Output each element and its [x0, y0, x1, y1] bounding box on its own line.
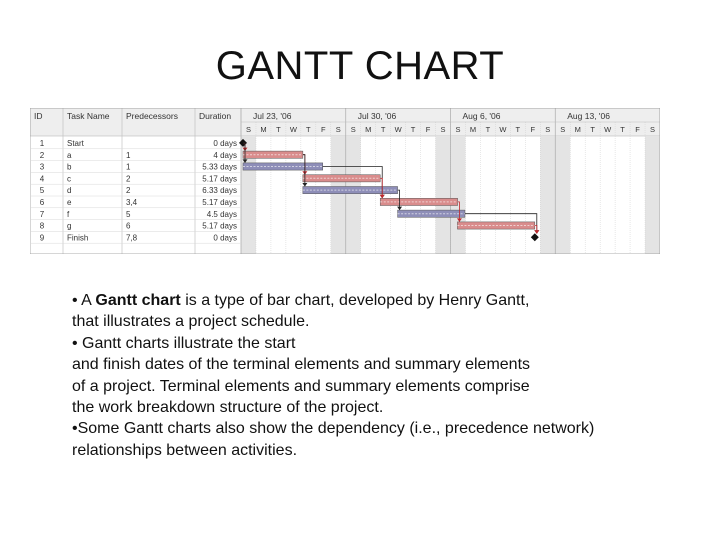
- weekend-shade: [346, 136, 361, 254]
- description-line: [72, 440, 692, 461]
- description-line: [72, 333, 692, 354]
- day-letter: W: [499, 125, 507, 134]
- task-name: f: [67, 209, 70, 219]
- day-letter: F: [530, 125, 536, 134]
- task-predecessors: 7,8: [126, 233, 138, 243]
- task-predecessors: 6: [126, 221, 131, 231]
- description-line: [72, 290, 692, 311]
- weekend-shade: [555, 136, 570, 254]
- column-header: ID: [34, 111, 43, 121]
- task-id: 1: [39, 139, 45, 148]
- task-duration: 0 days: [213, 139, 237, 148]
- milestone-diamond: [531, 233, 539, 241]
- task-duration: 5.17 days: [202, 198, 237, 207]
- task-name: Finish: [67, 233, 89, 243]
- text-run: the work breakdown structure of the project.: [72, 399, 384, 417]
- weekend-shade: [645, 136, 660, 254]
- task-id: 5: [39, 186, 45, 196]
- text-run: of a project. Terminal elements and summary elements comprise: [72, 377, 530, 395]
- day-letter: W: [289, 125, 297, 134]
- weekend-shade: [540, 136, 555, 254]
- arrow-head: [397, 207, 402, 211]
- day-letter: F: [425, 125, 431, 134]
- day-letter: T: [590, 125, 595, 134]
- day-letter: T: [306, 125, 311, 134]
- task-name: c: [67, 174, 71, 184]
- text-run: relationships between activities.: [72, 441, 298, 459]
- description-line: [72, 418, 692, 439]
- text-run: • A: [72, 292, 96, 309]
- description-line: [72, 311, 692, 332]
- task-duration: 5.33 days: [202, 162, 237, 172]
- day-letter: T: [515, 125, 521, 134]
- day-letter: F: [635, 125, 640, 134]
- day-letter: F: [321, 125, 326, 134]
- day-letter: T: [276, 125, 281, 134]
- day-letter: T: [620, 125, 625, 134]
- text-run: • Gantt charts illustrate the start: [72, 334, 296, 352]
- day-letter: S: [650, 125, 656, 134]
- task-id: 9: [39, 233, 45, 243]
- week-label: Jul 23, '06: [253, 111, 292, 121]
- arrow-head: [302, 183, 307, 187]
- text-run: and finish dates of the terminal elements and summary elements: [72, 356, 531, 374]
- task-duration: 5.17 days: [202, 174, 237, 184]
- description-line: [72, 397, 692, 418]
- day-letter: T: [380, 125, 386, 134]
- text-run: that illustrates a project schedule.: [72, 313, 310, 331]
- day-letter: S: [245, 125, 251, 134]
- column-header: Duration: [199, 111, 232, 121]
- task-predecessors: 2: [126, 186, 131, 196]
- task-id: 2: [39, 150, 45, 160]
- task-duration: 4.5 days: [206, 209, 237, 219]
- day-letter: S: [545, 125, 551, 134]
- arrow-head: [534, 230, 539, 234]
- task-predecessors: 3,4: [126, 198, 138, 207]
- task-predecessors: 2: [126, 174, 131, 184]
- task-duration: 5.17 days: [202, 221, 237, 231]
- day-letter: T: [485, 125, 491, 134]
- text-run: is a type of bar chart, developed by Henry Gantt,: [180, 292, 530, 309]
- weekend-shade: [451, 136, 466, 254]
- day-letter: M: [365, 125, 372, 134]
- gantt-chart: [30, 108, 660, 254]
- day-letter: S: [440, 125, 446, 134]
- task-name: a: [67, 150, 72, 160]
- day-letter: M: [260, 125, 267, 134]
- task-name: b: [67, 162, 72, 172]
- description-line: [72, 354, 692, 375]
- slide-title: GANTT CHART: [215, 44, 505, 88]
- task-name: d: [67, 186, 72, 196]
- task-predecessors: 5: [126, 209, 131, 219]
- day-letter: S: [335, 125, 341, 134]
- day-letter: S: [350, 125, 356, 134]
- day-letter: M: [574, 125, 581, 134]
- arrow-head: [380, 195, 385, 199]
- description-text: [72, 290, 692, 461]
- task-id: 7: [39, 209, 45, 219]
- week-label: Aug 13, '06: [567, 111, 610, 121]
- day-letter: W: [604, 125, 612, 134]
- task-name: Start: [67, 139, 84, 148]
- day-letter: M: [469, 125, 477, 134]
- task-duration: 6.33 days: [202, 186, 237, 196]
- description-line: [72, 376, 692, 397]
- day-letter: T: [410, 125, 416, 134]
- text-run: •Some Gantt charts also show the dependency (i.e., precedence network): [72, 420, 595, 438]
- task-name: g: [67, 221, 72, 231]
- weekend-shade: [331, 136, 346, 254]
- column-header: Task Name: [67, 111, 110, 121]
- day-letter: S: [455, 125, 461, 134]
- week-label: Aug 6, '06: [462, 111, 501, 121]
- task-predecessors: 1: [126, 162, 131, 172]
- day-letter: W: [394, 125, 402, 134]
- task-id: 6: [39, 198, 45, 207]
- column-header: Predecessors: [126, 111, 178, 121]
- task-predecessors: 1: [126, 150, 131, 160]
- day-letter: S: [560, 125, 566, 134]
- task-id: 8: [39, 221, 45, 231]
- task-id: 4: [39, 174, 45, 184]
- task-id: 3: [39, 162, 45, 172]
- weekend-shade: [436, 136, 451, 254]
- task-duration: 4 days: [213, 150, 237, 160]
- bold-term: Gantt chart: [95, 292, 181, 309]
- task-duration: 0 days: [213, 233, 237, 243]
- week-label: Jul 30, '06: [357, 111, 397, 121]
- task-name: e: [67, 198, 72, 207]
